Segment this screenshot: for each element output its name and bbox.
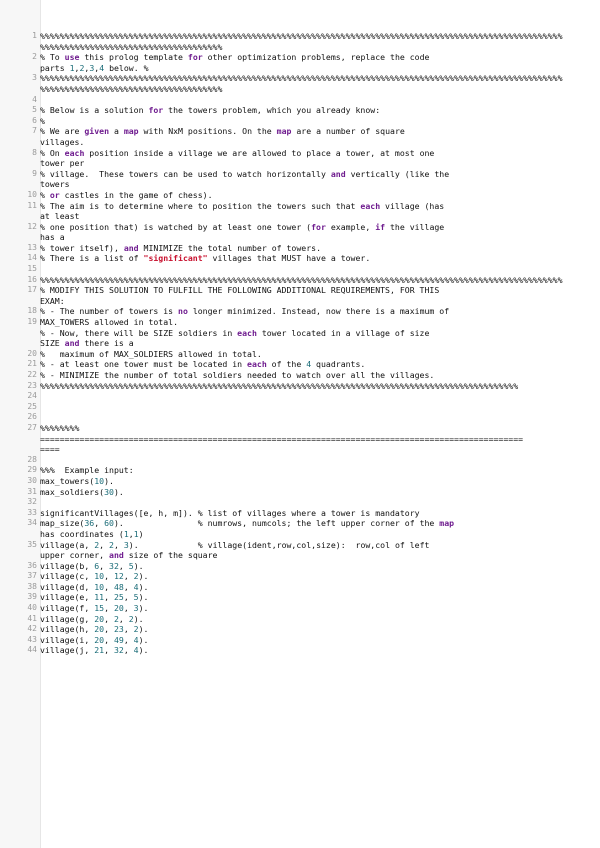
code-line[interactable] — [0, 497, 600, 508]
line-number: 1 — [32, 31, 37, 40]
line-text: upper corner, and size of the square — [40, 550, 218, 561]
line-number: 7 — [32, 126, 37, 136]
code-line[interactable] — [0, 296, 600, 307]
code-line[interactable] — [0, 434, 600, 445]
code-line[interactable] — [0, 201, 600, 212]
line-text: %%%%%%%% — [40, 422, 80, 433]
line-number: 26 — [27, 412, 37, 422]
code-line[interactable] — [0, 614, 600, 625]
line-number: 33 — [27, 507, 37, 517]
code-line[interactable] — [0, 63, 600, 74]
line-number: 15 — [27, 264, 37, 274]
line-text: % The aim is to determine where to position the towers such that each village (has — [40, 200, 445, 211]
line-text: significantVillages([e, h, m]). % list of villages where a tower is mandatory — [40, 507, 420, 518]
code-line[interactable] — [0, 370, 600, 381]
line-text: EXAM: — [40, 295, 65, 306]
line-number: 30 — [27, 475, 37, 485]
line-text: at least — [40, 211, 80, 222]
line-text: map_size(36, 60). % numrows, numcols; the left upper corner of the map — [40, 518, 455, 529]
line-text: % Below is a solution for the towers problem, which you already know: — [40, 105, 381, 116]
code-line[interactable] — [0, 211, 600, 222]
line-number: 39 — [27, 592, 37, 602]
line-number: 32 — [27, 497, 37, 507]
line-text: %%% Example input: — [40, 465, 134, 476]
line-text: % - Now, there will be SIZE soldiers in each tower located in a village of size — [40, 327, 430, 338]
line-text: %%%%%%%%%%%%%%%%%%%%%%%%%%%%%%%%%%%%% — [40, 83, 223, 94]
line-text: %%%%%%%%%%%%%%%%%%%%%%%%%%%%%%%%%%%%%%%%%%%%%%%%%%%%%%%%%%%%%%%%%%%%%%%%%%%%%%%%%%%%%%%%%%%%%%%%%%%%%%%%%% — [40, 73, 563, 84]
code-line[interactable] — [0, 402, 600, 413]
code-line[interactable] — [0, 645, 600, 656]
line-number: 25 — [27, 401, 37, 411]
code-line[interactable] — [0, 190, 600, 201]
line-text: MAX_TOWERS allowed in total. — [40, 317, 179, 328]
line-number: 16 — [27, 274, 37, 284]
line-text: % MODIFY THIS SOLUTION TO FULFILL THE FOLLOWING ADDITIONAL REQUIREMENTS, FOR THIS — [40, 285, 440, 296]
line-number: 11 — [27, 200, 37, 210]
line-text: %%%%%%%%%%%%%%%%%%%%%%%%%%%%%%%%%%%%% — [40, 41, 223, 52]
line-number: 9 — [32, 168, 37, 178]
line-number: 37 — [27, 571, 37, 581]
line-text: village(a, 2, 2, 3). % village(ident,row,col,size): row,col of left — [40, 539, 430, 550]
code-area[interactable] — [0, 31, 600, 656]
line-number: 34 — [27, 518, 37, 528]
line-text: villages. — [40, 136, 85, 147]
code-line[interactable] — [0, 31, 600, 42]
line-number: 38 — [27, 581, 37, 591]
line-number: 17 — [27, 285, 37, 295]
code-line[interactable] — [0, 476, 600, 487]
code-line[interactable] — [0, 561, 600, 572]
line-number: 19 — [27, 317, 37, 327]
line-number: 28 — [27, 454, 37, 464]
code-line[interactable] — [0, 359, 600, 370]
line-number: 2 — [32, 52, 37, 62]
line-text: % To use this prolog template for other optimization problems, replace the code — [40, 52, 430, 63]
line-number: 23 — [27, 380, 37, 390]
code-line[interactable] — [0, 328, 600, 339]
line-text: % — [40, 115, 45, 126]
line-text: village(j, 21, 32, 4). — [40, 645, 149, 656]
line-number: 3 — [32, 73, 37, 83]
code-line[interactable] — [0, 487, 600, 498]
code-line[interactable] — [0, 381, 600, 392]
line-number: 14 — [27, 253, 37, 263]
code-line[interactable] — [0, 222, 600, 233]
line-text: % or castles in the game of chess). — [40, 189, 213, 200]
line-number: 31 — [27, 486, 37, 496]
code-line[interactable] — [0, 529, 600, 540]
line-text: % maximum of MAX_SOLDIERS allowed in total. — [40, 348, 262, 359]
line-number: 5 — [32, 105, 37, 115]
line-number: 8 — [32, 147, 37, 157]
code-line[interactable] — [0, 275, 600, 286]
code-line[interactable] — [0, 412, 600, 423]
line-number: 42 — [27, 624, 37, 634]
code-line[interactable] — [0, 169, 600, 180]
code-line[interactable] — [0, 349, 600, 360]
code-line[interactable] — [0, 116, 600, 127]
line-text: village(b, 6, 32, 5). — [40, 560, 144, 571]
code-line[interactable] — [0, 508, 600, 519]
line-number: 12 — [27, 221, 37, 231]
line-text: village(e, 11, 25, 5). — [40, 592, 149, 603]
line-number: 27 — [27, 422, 37, 432]
code-line[interactable] — [0, 73, 600, 84]
code-line[interactable] — [0, 571, 600, 582]
line-text: has a — [40, 232, 65, 243]
line-text: village(d, 10, 48, 4). — [40, 581, 149, 592]
code-line[interactable] — [0, 338, 600, 349]
line-text: parts 1,2,3,4 below. % — [40, 62, 149, 73]
code-line[interactable] — [0, 317, 600, 328]
line-text: village(f, 15, 20, 3). — [40, 603, 149, 614]
line-text: %%%%%%%%%%%%%%%%%%%%%%%%%%%%%%%%%%%%%%%%%%%%%%%%%%%%%%%%%%%%%%%%%%%%%%%%%%%%%%%%%%%%%%%%%%%%%%%%%%%%%%%%%% — [40, 31, 563, 41]
line-text: %%%%%%%%%%%%%%%%%%%%%%%%%%%%%%%%%%%%%%%%%%%%%%%%%%%%%%%%%%%%%%%%%%%%%%%%%%%%%%%%%%%%%%%%%%%%%%%%% — [40, 380, 519, 391]
line-text: max_towers(10). — [40, 475, 114, 486]
code-line[interactable] — [0, 126, 600, 137]
line-text: village(g, 20, 2, 2). — [40, 613, 144, 624]
code-line[interactable] — [0, 253, 600, 264]
code-line[interactable] — [0, 635, 600, 646]
code-line[interactable] — [0, 444, 600, 455]
line-number: 22 — [27, 370, 37, 379]
code-line[interactable] — [0, 243, 600, 254]
code-line[interactable] — [0, 423, 600, 434]
code-line[interactable] — [0, 603, 600, 614]
line-number: 24 — [27, 391, 37, 401]
code-line[interactable] — [0, 465, 600, 476]
code-line[interactable] — [0, 285, 600, 296]
code-line[interactable] — [0, 42, 600, 53]
code-line[interactable] — [0, 455, 600, 466]
line-text: village(i, 20, 49, 4). — [40, 634, 149, 645]
line-number: 4 — [32, 94, 37, 104]
code-line[interactable] — [0, 232, 600, 243]
code-line[interactable] — [0, 105, 600, 116]
line-text: ================================================================================================== — [40, 433, 524, 444]
line-number: 40 — [27, 603, 37, 613]
line-text: village(c, 10, 12, 2). — [40, 571, 149, 582]
line-text: % village. These towers can be used to watch horizontally and vertically (like the — [40, 168, 450, 179]
line-text: % - MINIMIZE the number of total soldiers needed to watch over all the villages. — [40, 370, 435, 380]
code-line[interactable] — [0, 264, 600, 275]
line-text: % - The number of towers is no longer minimized. Instead, now there is a maximum of — [40, 306, 450, 317]
line-text: %%%%%%%%%%%%%%%%%%%%%%%%%%%%%%%%%%%%%%%%%%%%%%%%%%%%%%%%%%%%%%%%%%%%%%%%%%%%%%%%%%%%%%%%%%%%%%%%%%%%%%%%%% — [40, 274, 563, 285]
line-number: 36 — [27, 560, 37, 570]
line-number: 6 — [32, 115, 37, 125]
line-text: % We are given a map with NxM positions. On the map are a number of square — [40, 126, 405, 137]
code-line[interactable] — [0, 540, 600, 551]
line-number: 29 — [27, 465, 37, 475]
line-text: % one position that) is watched by at least one tower (for example, if the village — [40, 221, 445, 232]
code-line[interactable] — [0, 148, 600, 159]
code-line[interactable] — [0, 624, 600, 635]
code-line[interactable] — [0, 52, 600, 63]
line-number: 18 — [27, 306, 37, 316]
line-number: 20 — [27, 348, 37, 358]
line-text: % On each position inside a village we are allowed to place a tower, at most one — [40, 147, 435, 158]
line-number: 35 — [27, 539, 37, 549]
code-line[interactable] — [0, 592, 600, 603]
line-text: tower per — [40, 158, 85, 169]
line-number: 13 — [27, 242, 37, 252]
code-line[interactable] — [0, 95, 600, 106]
line-number: 44 — [27, 645, 37, 655]
line-text: % There is a list of "significant" villages that MUST have a tower. — [40, 253, 371, 264]
line-text: towers — [40, 179, 70, 190]
line-text: % tower itself), and MINIMIZE the total number of towers. — [40, 242, 321, 253]
code-line[interactable] — [0, 391, 600, 402]
code-line[interactable] — [0, 137, 600, 148]
code-line[interactable] — [0, 582, 600, 593]
code-line[interactable] — [0, 306, 600, 317]
line-number: 10 — [27, 189, 37, 199]
code-line[interactable] — [0, 158, 600, 169]
line-number: 41 — [27, 613, 37, 623]
line-text: village(h, 20, 23, 2). — [40, 624, 149, 635]
line-text: ==== — [40, 444, 60, 455]
code-line[interactable] — [0, 518, 600, 529]
line-text: SIZE and there is a — [40, 338, 134, 349]
code-line[interactable] — [0, 84, 600, 95]
code-line[interactable] — [0, 179, 600, 190]
code-line[interactable] — [0, 550, 600, 561]
line-number: 21 — [27, 359, 37, 369]
line-text: max_soldiers(30). — [40, 486, 124, 497]
line-text: % - at least one tower must be located in each of the 4 quadrants. — [40, 359, 366, 370]
line-number: 43 — [27, 634, 37, 644]
line-text: has coordinates (1,1) — [40, 528, 144, 539]
